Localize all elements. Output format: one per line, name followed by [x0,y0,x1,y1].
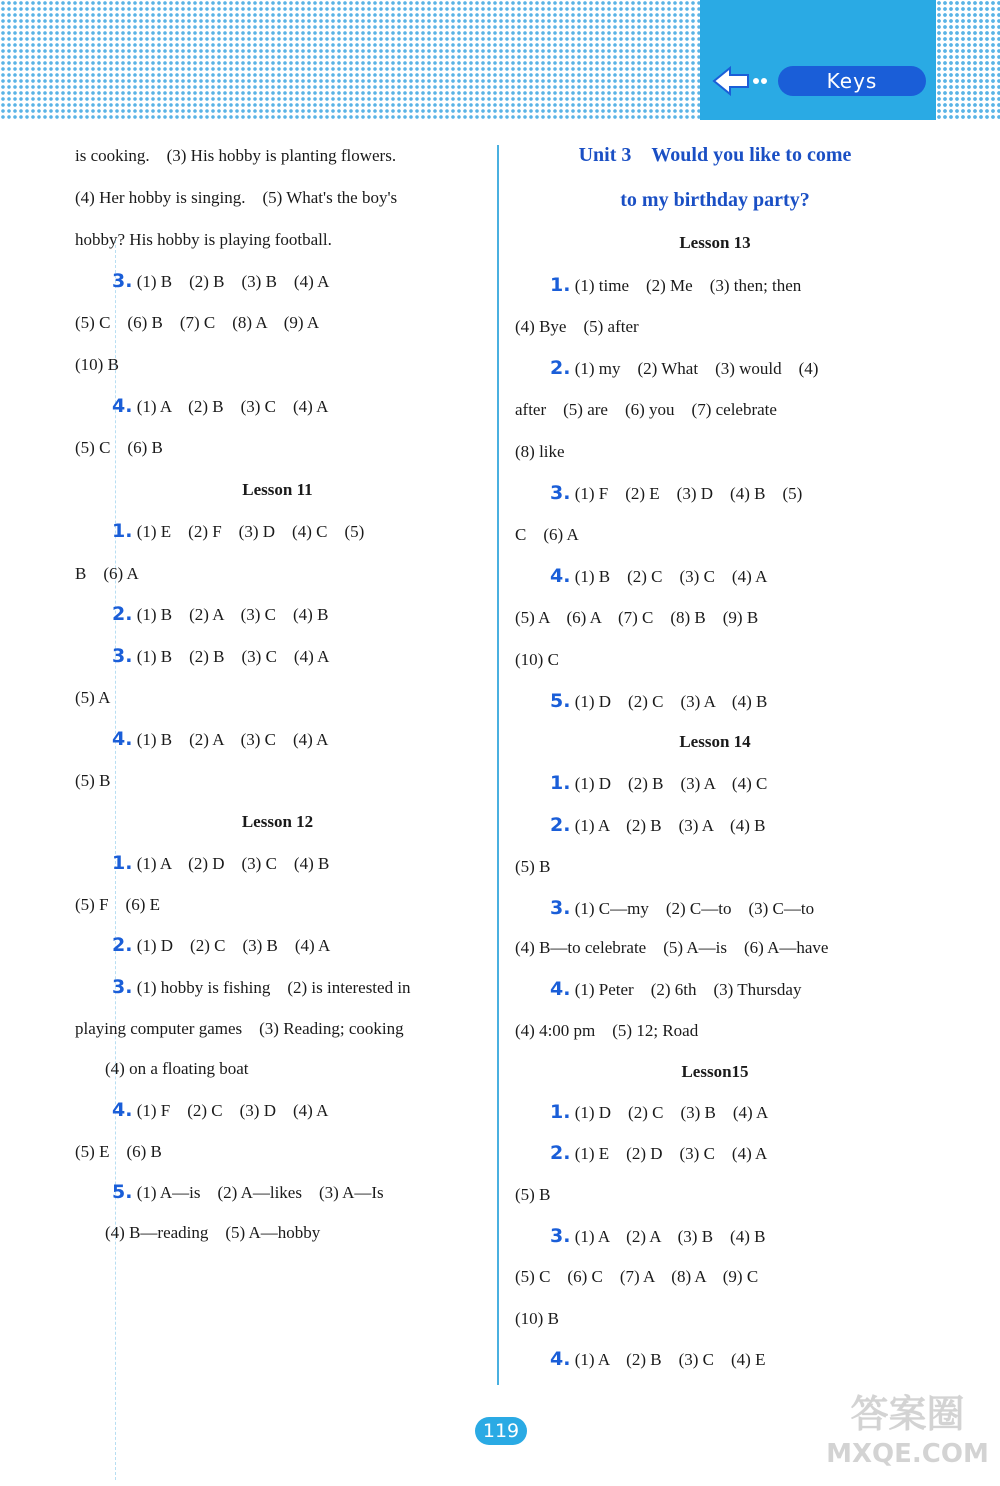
answer-line [550,1101,768,1123]
answer-line: (5) C (6) B [75,438,163,457]
answer-line [550,1225,765,1247]
answer-text: (1) B (2) B (3) B (4) A [136,272,330,291]
answer-line [550,357,818,379]
answer-text: (1) D (2) B (3) A (4) C [574,774,768,793]
question-number: 4. [550,1348,571,1370]
keys-panel [700,0,936,120]
question-number: 5. [550,690,571,712]
watermark-top: 答案圈 [850,1392,965,1436]
question-number: 4. [550,978,571,1000]
answer-line [112,1181,384,1203]
question-number: 2. [550,1142,571,1164]
answer-text: (1) B (2) A (3) C (4) A [136,730,329,749]
answer-line: (10) C [515,650,559,669]
question-number: 5. [112,1181,133,1203]
answer-line: (5) A (6) A (7) C (8) B (9) B [515,608,759,627]
answer-line [112,645,329,667]
answer-text: (1) F (2) C (3) D (4) A [136,1101,329,1120]
answer-line: (10) B [75,355,119,374]
question-number: 1. [550,1101,571,1123]
lesson-heading: Lesson 12 [241,812,314,831]
answer-line [550,978,801,1000]
answer-line: after (5) are (6) you (7) celebrate [515,400,777,419]
answer-line [112,520,364,542]
question-number: 2. [550,357,571,379]
answer-line [112,728,328,750]
question-number: 2. [550,814,571,836]
answer-text: (1) F (2) E (3) D (4) B (5) [574,484,803,503]
answer-text: (1) B (2) C (3) C (4) A [574,567,768,586]
question-number: 3. [112,270,133,292]
answer-text: (1) time (2) Me (3) then; then [574,276,802,295]
lesson-heading: Lesson 13 [679,233,751,252]
answer-line: (5) A [75,688,111,707]
answer-line [550,814,765,836]
answer-line: B (6) A [75,564,139,583]
answer-text: (1) A (2) B (3) C (4) A [136,397,329,416]
answer-text: (1) hobby is fishing (2) is interested in [136,978,411,997]
question-number: 4. [112,728,133,750]
lesson-heading: Lesson15 [681,1062,749,1081]
answer-text: (1) B (2) A (3) C (4) B [136,605,329,624]
answer-line [112,395,328,417]
header-dotted-band-right [936,0,1000,120]
answer-line [550,1142,767,1164]
answer-text: (1) E (2) F (3) D (4) C (5) [136,522,365,541]
answer-line [550,1348,765,1370]
question-number: 1. [550,772,571,794]
question-number: 1. [112,852,133,874]
answer-line [550,772,767,794]
answer-line: (10) B [515,1309,559,1328]
answer-line: hobby? His hobby is playing football. [75,230,332,249]
question-number: 1. [550,274,571,296]
answer-line [550,690,767,712]
answer-text: (1) C—my (2) C—to (3) C—to [574,899,815,918]
question-number: 1. [112,520,133,542]
answer-line [112,270,329,292]
answer-line: playing computer games (3) Reading; cooking [75,1019,404,1038]
unit-title-continued: to my birthday party? [620,189,810,211]
answer-line [550,897,814,919]
answer-line: (4) B—to celebrate (5) A—is (6) A—have [515,938,829,957]
answer-line: (4) Bye (5) after [515,317,639,336]
answer-line: (5) F (6) E [75,895,160,914]
answer-text: (1) A (2) B (3) A (4) B [574,816,766,835]
answer-line: C (6) A [515,525,579,544]
question-number: 2. [112,603,133,625]
answer-line: (5) C (6) C (7) A (8) A (9) C [515,1267,759,1286]
keys-label: Keys [778,66,926,96]
answer-line [550,274,801,296]
lesson-heading: Lesson 14 [679,732,751,751]
answer-line: (5) C (6) B (7) C (8) A (9) A [75,313,320,332]
answer-text: (1) D (2) C (3) B (4) A [136,936,331,955]
question-number: 3. [112,976,133,998]
question-number: 3. [550,897,571,919]
answer-text: (1) D (2) C (3) A (4) B [574,692,768,711]
watermark-logo [820,1390,995,1480]
answer-line [112,934,330,956]
page-number: 119 [475,1417,527,1445]
answer-line: (5) B [75,771,111,790]
lesson-heading: Lesson 11 [242,480,313,499]
answer-text: (1) A (2) A (3) B (4) B [574,1227,766,1246]
answer-text: (1) my (2) What (3) would (4) [574,359,819,378]
answer-text: (1) Peter (2) 6th (3) Thursday [574,980,802,999]
answer-line [550,482,802,504]
answer-text: (1) A (2) B (3) C (4) E [574,1350,766,1369]
answer-line [550,565,767,587]
answer-text: (1) D (2) C (3) B (4) A [574,1103,769,1122]
answer-text: (1) E (2) D (3) C (4) A [574,1144,768,1163]
answer-text: (1) B (2) B (3) C (4) A [136,647,330,666]
unit-title: Unit 3 Would you like to come [578,144,852,166]
arrow-left-icon [712,64,768,98]
answer-line: (4) 4:00 pm (5) 12; Road [515,1021,699,1040]
answer-text: (1) A (2) D (3) C (4) B [136,854,330,873]
answer-line [112,603,328,625]
question-number: 3. [550,1225,571,1247]
answer-line: (4) on a floating boat [105,1059,249,1078]
column-divider [497,145,499,1385]
answer-line: is cooking. (3) His hobby is planting flowers. [75,146,397,165]
answer-line: (4) Her hobby is singing. (5) What's the boy's [75,188,398,207]
answer-line [112,852,329,874]
question-number: 4. [112,1099,133,1121]
question-number: 4. [112,395,133,417]
watermark-bottom: MXQE.COM [826,1439,989,1469]
answer-text: (1) A—is (2) A—likes (3) A—Is [136,1183,384,1202]
answer-line [112,1099,328,1121]
answer-line [112,976,411,998]
answer-line: (8) like [515,442,565,461]
question-number: 2. [112,934,133,956]
answer-line: (4) B—reading (5) A—hobby [105,1223,321,1242]
question-number: 4. [550,565,571,587]
question-number: 3. [550,482,571,504]
answer-line: (5) E (6) B [75,1142,162,1161]
question-number: 3. [112,645,133,667]
answer-line: (5) B [515,1185,551,1204]
answer-line: (5) B [515,857,551,876]
